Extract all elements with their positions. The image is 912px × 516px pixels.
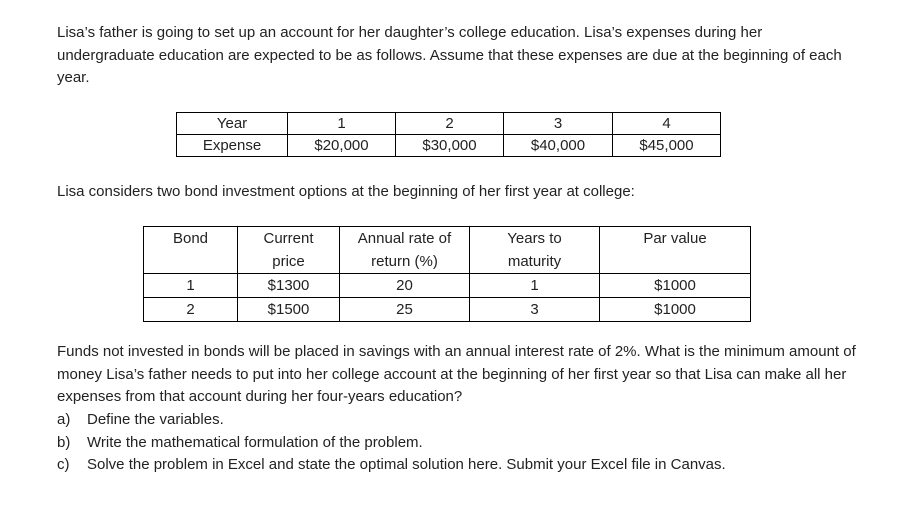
list-item: [57, 409, 726, 432]
list-item-text: Define the variables.: [87, 411, 224, 428]
header-text: maturity: [507, 253, 562, 270]
year-cell: 3: [504, 113, 613, 135]
intro-paragraph: Lisa’s father is going to set up an account for her daughter’s college education. Lisa’s expenses during her undergraduate education are expected to be as follows. Assume that these expenses are due at the beginning of each year.: [57, 24, 842, 86]
cell-rate: 25: [340, 298, 470, 322]
table-row: [177, 113, 721, 135]
cell-rate: 20: [340, 274, 470, 298]
expense-cell: $45,000: [613, 135, 721, 157]
cell-bond: 1: [144, 274, 238, 298]
header-text: Current: [263, 230, 314, 247]
header-text: return (%): [371, 253, 438, 270]
expense-cell: $30,000: [396, 135, 504, 157]
expense-table: [176, 112, 721, 157]
header-text: Annual rate of: [357, 230, 452, 247]
list-item: [57, 454, 726, 477]
year-cell: 2: [396, 113, 504, 135]
list-item-label: b): [57, 433, 71, 451]
list-item-label: c): [57, 456, 70, 473]
cell-bond: 2: [144, 298, 238, 322]
header-current-price: [238, 227, 340, 274]
list-item-label: a): [57, 411, 71, 428]
year-cell: 4: [613, 113, 721, 135]
table-row: [144, 298, 751, 322]
list-item-text: Solve the problem in Excel and state the optimal solution here. Submit your Excel file in Canvas.: [87, 456, 726, 473]
header-annual-rate: [340, 227, 470, 274]
table-header-row: [144, 227, 751, 274]
header-text: Years to: [507, 230, 562, 247]
row-header-year: Year: [177, 113, 288, 135]
expense-cell: $40,000: [504, 135, 613, 157]
header-bond: Bond: [144, 227, 238, 274]
row-header-expense: Expense: [177, 135, 288, 157]
bond-table: [143, 226, 751, 322]
header-text: price: [272, 253, 305, 270]
list-item: [57, 432, 726, 455]
cell-par: $1000: [600, 298, 751, 322]
table-row: [144, 274, 751, 298]
cell-price: $1300: [238, 274, 340, 298]
list-item-text: Write the mathematical formulation of the problem.: [87, 433, 423, 451]
year-cell: 1: [288, 113, 396, 135]
expense-cell: $20,000: [288, 135, 396, 157]
header-par-value: Par value: [600, 227, 751, 274]
table-row: [177, 135, 721, 157]
task-list: [57, 409, 726, 477]
cell-par: $1000: [600, 274, 751, 298]
question-paragraph: Funds not invested in bonds will be placed in savings with an annual interest rate of 2%. What is the minimum amount of money Lisa’s father needs to put into her college account at the beginning of her first year so that Lisa can make all her expenses from that account during her four-years education?: [57, 343, 856, 405]
cell-years: 1: [470, 274, 600, 298]
cell-years: 3: [470, 298, 600, 322]
cell-price: $1500: [238, 298, 340, 322]
options-paragraph: Lisa considers two bond investment options at the beginning of her first year at college:: [57, 183, 635, 200]
header-years-to-maturity: [470, 227, 600, 274]
